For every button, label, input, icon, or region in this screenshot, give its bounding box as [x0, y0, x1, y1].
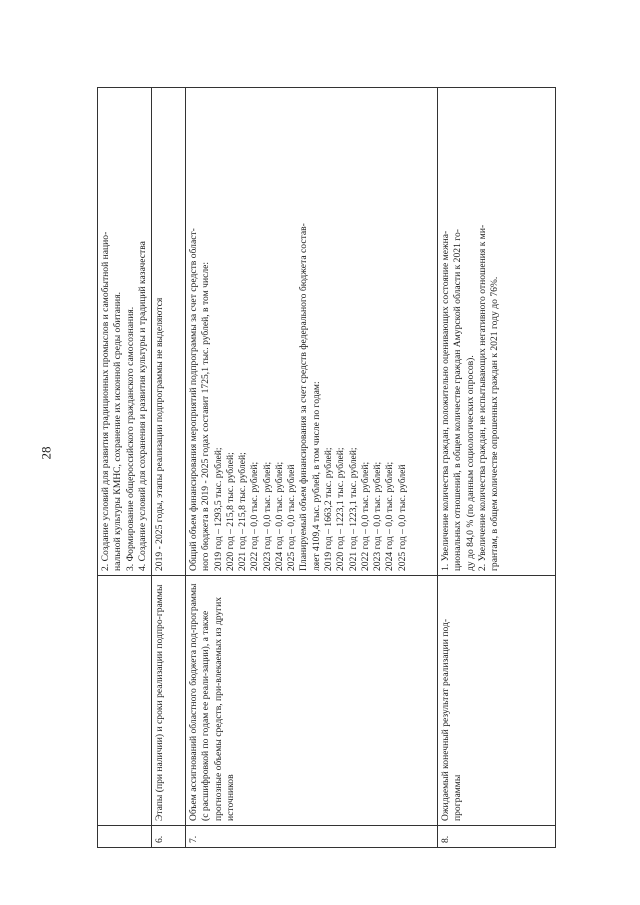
- text-line: 2020 год – 215,8 тыс. рублей;: [224, 452, 236, 571]
- text-line: 2019 год – 1293,5 тыс. рублей;: [212, 447, 224, 571]
- row-number-cell: [98, 826, 152, 848]
- row-number-cell: 8.: [438, 826, 556, 848]
- text-line: 2025 год – 0,0 тыс. рублей: [396, 464, 408, 571]
- text-line: 3. Формирование общероссийского гражданского самосознания.: [124, 306, 136, 571]
- table-row-funding: [186, 88, 438, 848]
- text-line: 4. Создание условий для сохранения и развития культуры и традиций казачества: [136, 241, 148, 571]
- row-value-cell: [438, 88, 556, 576]
- program-passport-table: [97, 87, 556, 848]
- text-line: ляет 4109,4 тыс. рублей, в том числе по годам:: [310, 381, 322, 571]
- text-line: 1. Увеличение количества граждан, положительно оценивающих состояние межна-: [440, 230, 452, 571]
- table-row-continuation: [98, 88, 152, 848]
- table-row-stages: [152, 88, 186, 848]
- row-value-cell: 2019 - 2025 годы, этапы реализации подпрограммы не выделяются: [152, 88, 186, 576]
- rotated-table-wrapper: [97, 88, 555, 848]
- text-line: 2023 год – 0,0 тыс. рублей;: [261, 461, 273, 571]
- text-line: 2022 год – 0,0 тыс. рублей;: [249, 461, 261, 571]
- row-name-cell: Этапы (при наличии) и сроки реализации подпро-граммы: [152, 576, 186, 826]
- text-line: 2019 год – 1663,2 тыс. рублей;: [322, 447, 334, 571]
- text-line: 2. Увеличение количества граждан, не испытывающих негативного отношения к ми-: [476, 224, 488, 571]
- text-line: 2020 год – 1223,1 тыс. рублей;: [335, 447, 347, 571]
- text-line: 2024 год – 0,0 тыс. рублей;: [273, 461, 285, 571]
- text-line: 2022 год – 0,0 тыс. рублей;: [359, 461, 371, 571]
- text-line: 2025 год – 0,0 тыс. рублей: [286, 464, 298, 571]
- row-value-cell: [186, 88, 438, 576]
- text-line: Общий объем финансирования мероприятий подпрограммы за счет средств област-: [188, 228, 200, 571]
- text-line: нальной культуры КМНС, сохранение их исконной среды обитания.: [112, 291, 124, 571]
- text-line: 2. Создание условий для развития традиционных промыслов и самобытной нацио-: [100, 231, 111, 571]
- row-number-cell: 6.: [152, 826, 186, 848]
- page-number: 28: [38, 446, 54, 460]
- row-number-cell: 7.: [186, 826, 438, 848]
- text-line: Планируемый объем финансирования за счет средств федерального бюджета состав-: [298, 223, 310, 571]
- text-line: ду до 84,0 % (по данным социологических опросов).: [464, 355, 476, 571]
- row-name-cell: [98, 576, 152, 826]
- text-line: 2021 год – 1223,1 тыс. рублей;: [347, 447, 359, 571]
- row-name-cell: Ожидаемый конечный результат реализации под-программы: [438, 576, 556, 826]
- text-line: 2021 год – 215,8 тыс. рублей;: [237, 452, 249, 571]
- text-line: 2023 год – 0,0 тыс. рублей;: [372, 461, 384, 571]
- table-row-expected-result: [438, 88, 556, 848]
- row-name-cell: Объем ассигнований областного бюджета под-программы (с расшифровкой по годам ее реали-зации), а также прогнозные объемы средств, при-влекаемых из других источников: [186, 576, 438, 826]
- text-line: грантам, в общем количестве опрошенных граждан к 2021 году до 76%.: [489, 276, 501, 571]
- text-line: ного бюджета в 2019 - 2025 годах составит 1725,1 тыс. рублей, в том числе:: [200, 261, 212, 571]
- text-line: 2024 год – 0,0 тыс. рублей;: [384, 461, 396, 571]
- row-value-cell: [98, 88, 152, 576]
- text-line: циональных отношений, в общем количестве граждан Амурской области к 2021 го-: [452, 229, 464, 571]
